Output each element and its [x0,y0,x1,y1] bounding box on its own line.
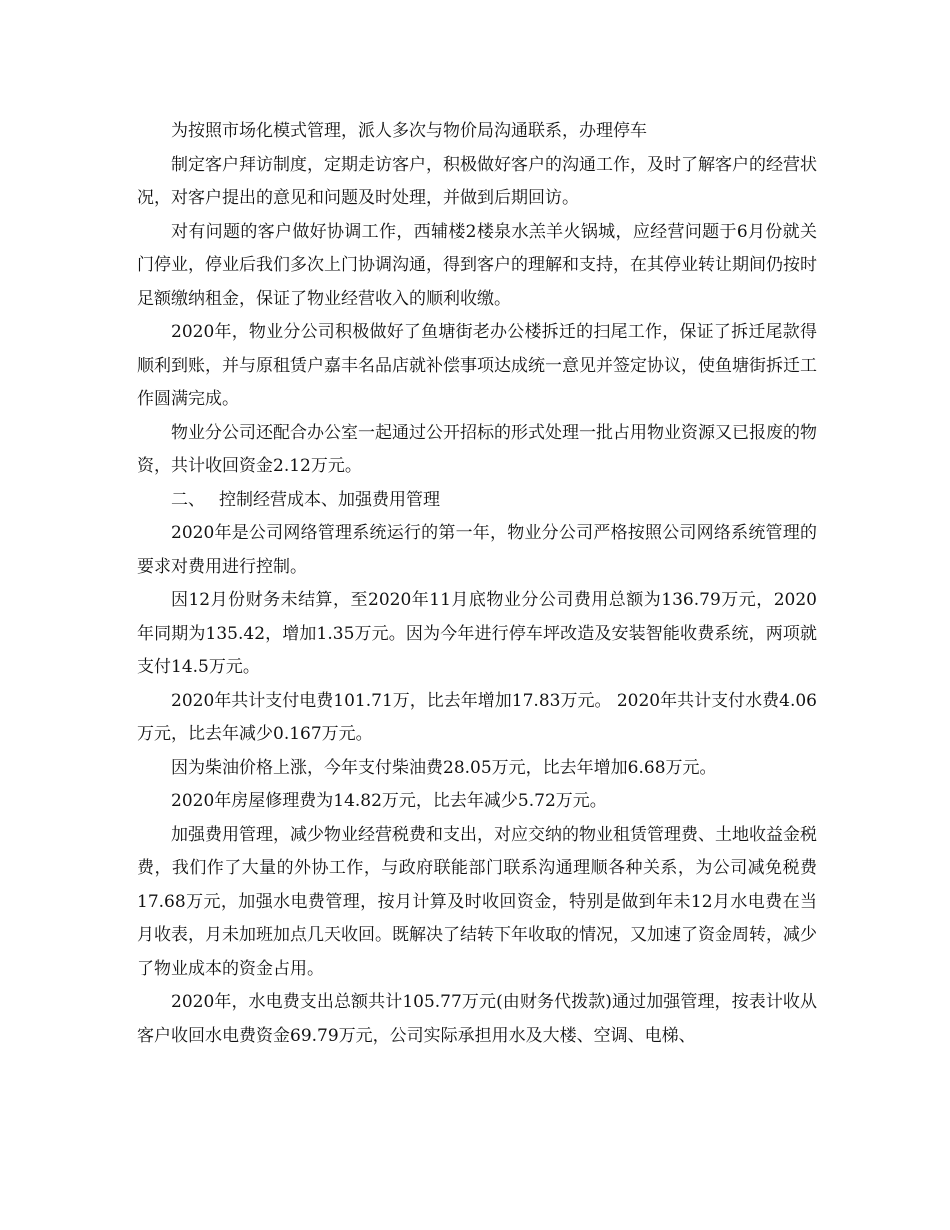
paragraph: 因为柴油价格上涨，今年支付柴油费28.05万元，比去年增加6.68万元。 [171,757,717,778]
section-heading [137,484,817,518]
paragraph: 对有问题的客户做好协调工作，西辅楼2楼泉水羔羊火锅城，应经营问题于6月份就关门停业，停业后我们多次上门协调沟通，得到客户的理解和支持，在其停业转让期间仍按时足额缴纳租金，保证了物业经营收入的顺利收缴。 [137,221,817,309]
paragraph: 2020年，物业分公司积极做好了鱼塘街老办公楼拆迁的扫尾工作，保证了拆迁尾款得顺利到账，并与原租赁户嘉丰名品店就补偿事项达成统一意见并签定协议，使鱼塘街拆迁工作圆满完成。 [137,322,817,409]
section-title: 控制经营成本、加强费用管理 [219,489,440,510]
paragraph: 物业分公司还配合办公室一起通过公开招标的形式处理一批占用物业资源又已报废的物资，共计收回资金2.12万元。 [137,422,817,476]
paragraph: 为按照市场化模式管理，派人多次与物价局沟通联系，办理停车 [171,121,647,141]
paragraph: 2020年是公司网络管理系统运行的第一年，物业分公司严格按照公司网络系统管理的要求对费用进行控制。 [137,523,817,577]
paragraph: 加强费用管理，减少物业经营税费和支出，对应交纳的物业租赁管理费、土地收益金税费，我们作了大量的外协工作，与政府联能部门联系沟通理顺各种关系，为公司减免税费17.68万元，加强水电费管理，按月计算及时收回资金，特别是做到年未12月水电费在当月收表，月未加班加点几天收回。既解决了结转下年收取的情况，又加速了资金周转，减少了物业成本的资金占用。 [137,824,817,979]
paragraph: 2020年，水电费支出总额共计105.77万元(由财务代拨款)通过加强管理，按表计收从客户收回水电费资金69.79万元，公司实际承担用水及大楼、空调、电梯、 [137,992,817,1046]
document-body [137,115,817,1053]
paragraph: 因12月份财务未结算，至2020年11月底物业分公司费用总额为136.79万元，2020年同期为135.42，增加1.35万元。因为今年进行停车坪改造及安装智能收费系统，两项就支付14.5万元。 [137,590,817,677]
section-number: 二、 [171,489,205,510]
paragraph: 制定客户拜访制度，定期走访客户，积极做好客户的沟通工作，及时了解客户的经营状况，对客户提出的意见和问题及时处理，并做到后期回访。 [137,154,817,208]
paragraph: 2020年房屋修理费为14.82万元，比去年减少5.72万元。 [171,791,607,811]
paragraph: 2020年共计支付电费101.71万，比去年增加17.83万元。 2020年共计支付水费4.06万元，比去年减少0.167万元。 [137,690,817,744]
